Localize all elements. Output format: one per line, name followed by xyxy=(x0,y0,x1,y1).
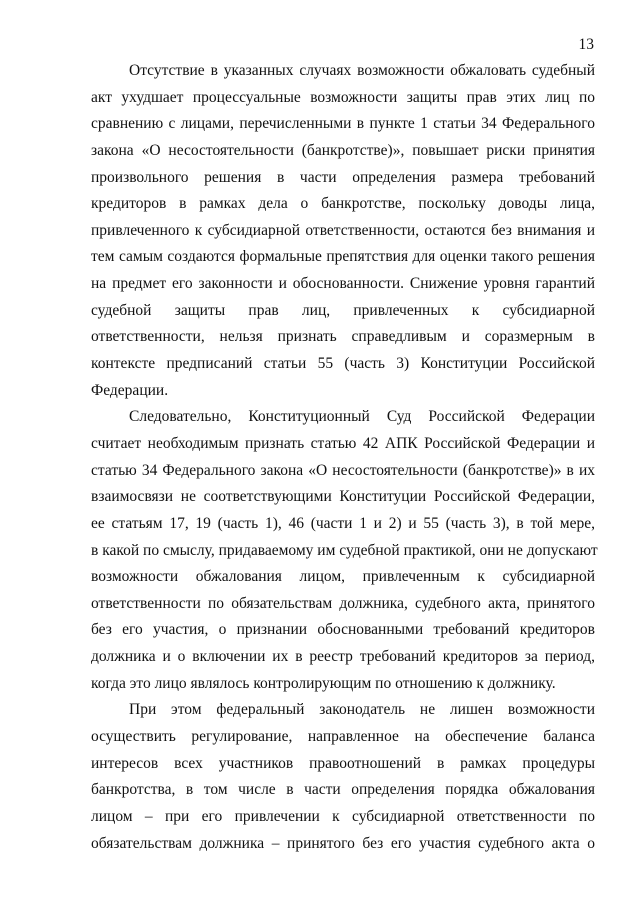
text-line: без его участия, о признании обоснованными требований кредиторов xyxy=(91,621,595,639)
text-line: осуществить регулирование, направленное на обеспечение баланса xyxy=(91,728,595,746)
text-line: считает необходимым признать статью 42 АПК Российской Федерации и xyxy=(91,434,595,452)
paragraph-1 xyxy=(91,58,595,404)
text-line: Отсутствие в указанных случаях возможности обжаловать судебный xyxy=(129,62,595,79)
text-line: обязательствам должника – принятого без его участия судебного акта о xyxy=(91,834,595,852)
page-number: 13 xyxy=(578,36,594,53)
text-line: При этом федеральный законодатель не лишен возможности xyxy=(129,701,595,719)
text-line: акт ухудшает процессуальные возможности защиты прав этих лиц по xyxy=(91,88,595,106)
paragraph-2 xyxy=(91,404,598,697)
text-line: лицом – при его привлечении к субсидиарной ответственности по xyxy=(91,807,595,825)
text-line: возможности обжалования лицом, привлеченным к субсидиарной xyxy=(91,568,595,586)
text-line: интересов всех участников правоотношений в рамках процедуры xyxy=(91,754,595,772)
text-line: кредиторов в рамках дела о банкротстве, поскольку доводы лица, xyxy=(91,195,595,213)
text-line: банкротства, в том числе в части определения порядка обжалования xyxy=(91,781,595,799)
text-line: тем самым создаются формальные препятствия для оценки такого решения xyxy=(91,248,595,266)
body-text xyxy=(91,58,598,857)
text-line: на предмет его законности и обоснованности. Снижение уровня гарантий xyxy=(91,275,595,293)
text-line: Следовательно, Конституционный Суд Российской Федерации xyxy=(129,408,595,426)
text-line: привлеченного к субсидиарной ответственности, остаются без внимания и xyxy=(91,221,595,239)
text-line: ответственности по обязательствам должника, судебного акта, принятого xyxy=(91,594,595,612)
text-line: ее статьям 17, 19 (часть 1), 46 (части 1 и 2) и 55 (часть 3), в той мере, xyxy=(91,514,595,532)
text-line: статью 34 Федерального закона «О несостоятельности (банкротстве)» в их xyxy=(91,461,595,479)
text-line: ответственности, нельзя признать справедливым и соразмерным в xyxy=(91,328,595,346)
text-line: взаимосвязи не соответствующими Конституции Российской Федерации, xyxy=(91,488,595,506)
text-line: сравнению с лицами, перечисленными в пункте 1 статьи 34 Федерального xyxy=(91,115,595,133)
text-line: Федерации. xyxy=(91,381,169,399)
paragraph-3 xyxy=(91,697,595,857)
text-line: когда это лицо являлось контролирующим по отношению к должнику. xyxy=(91,674,556,692)
text-line: закона «О несостоятельности (банкротстве)», повышает риски принятия xyxy=(91,141,595,159)
text-line: контексте предписаний статьи 55 (часть 3) Конституции Российской xyxy=(91,355,595,373)
text-line: судебной защиты прав лиц, привлеченных к субсидиарной xyxy=(91,301,595,319)
text-line: произвольного решения в части определения размера требований xyxy=(91,168,595,186)
text-line: в какой по смыслу, придаваемому им судебной практикой, они не допускают xyxy=(91,541,598,559)
text-line: должника и о включении их в реестр требований кредиторов за период, xyxy=(91,648,595,666)
